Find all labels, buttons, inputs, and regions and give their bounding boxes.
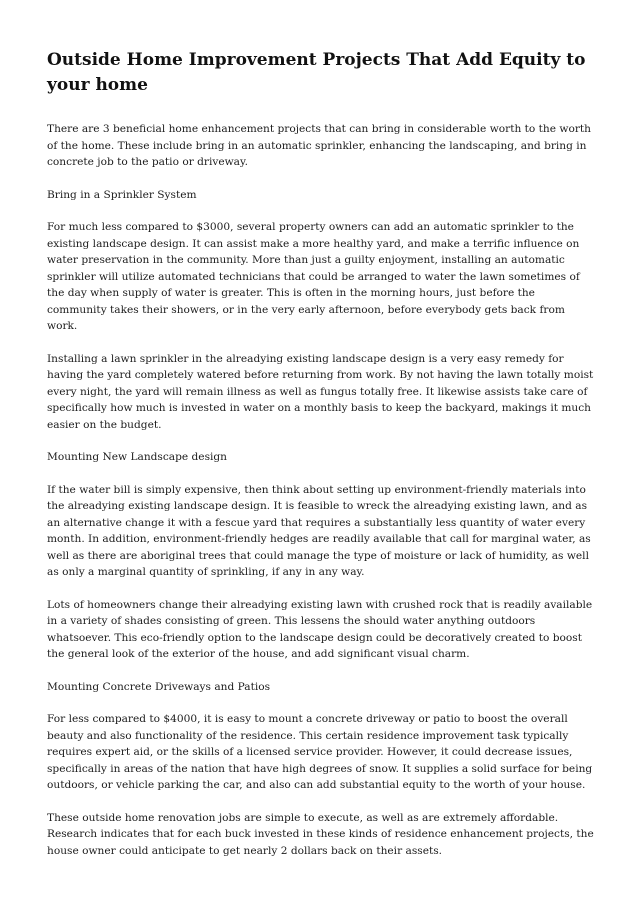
section-heading-concrete: Mounting Concrete Driveways and Patios: [47, 680, 271, 693]
section-heading-landscape: Mounting New Landscape design: [47, 451, 228, 463]
document-page: [47, 48, 595, 875]
sprinkler-paragraph-1: For much less compared to $3000, several property owners can add an automatic sprinkler to the existing landscape design. It can assist make a more healthy yard, and make a terrific influence on water preservation in the community. More than just a guilty enjoyment, installing an automatic sprinkler will utilize automated technicians that could be arranged to water the lawn sometimes of the day when supply of water is greater. This is often in the morning hours, just before the community takes their showers, or in the very early afternoon, before everybody gets back from work.: [47, 221, 580, 332]
closing-paragraph: These outside home renovation jobs are simple to execute, as well as are extremely affordable. Research indicates that for each buck invested in these kinds of residence enhancement projects, the house owner could anticipate to get nearly 2 dollars back on their assets.: [47, 811, 594, 857]
section-heading-sprinkler: Bring in a Sprinkler System: [47, 188, 197, 201]
landscape-paragraph-2: Lots of homeowners change their alreadying existing lawn with crushed rock that is readily available in a variety of shades consisting of green. This lessens the should water anything outdoors whatsoever. This eco-friendly option to the landscape design could be decoratively created to boost the general look of the exterior of the house, and add significant visual charm.: [47, 598, 593, 660]
document-title: Outside Home Improvement Projects That Add Equity to your home: [47, 50, 586, 95]
sprinkler-paragraph-2: Installing a lawn sprinkler in the alreadying existing landscape design is a very easy remedy for having the yard completely watered before returning from work. By not having the lawn totally moist every night, the yard will remain illness as well as fungus totally free. It likewise assists take care of specifically how much is invested in water on a monthly basis to keep the backyard, makings it much easier on the budget.: [47, 352, 594, 431]
concrete-paragraph-1: For less compared to $4000, it is easy to mount a concrete driveway or patio to boost the overall beauty and also functionality of the residence. This certain residence improvement task typically requires expert aid, or the skills of a licensed service provider. However, it could decrease issues, specifically in areas of the nation that have high degrees of snow. It supplies a solid surface for being outdoors, or vehicle parking the car, and also can add substantial equity to the worth of your house.: [47, 713, 593, 791]
intro-paragraph: There are 3 beneficial home enhancement projects that can bring in considerable worth to the worth of the home. These include bring in an automatic sprinkler, enhancing the landscaping, and bring in concrete job to the patio or driveway.: [47, 123, 591, 168]
landscape-paragraph-1: If the water bill is simply expensive, then think about setting up environment-friendly materials into the alreadying existing landscape design. It is feasible to wreck the alreadying existing lawn, and as an alternative change it with a fescue yard that requires a substantially less quantity of water every month. In addition, environment-friendly hedges are readily available that call for marginal water, as well as there are aboriginal trees that could manage the type of moisture or lack of humidity, as well as only a marginal quantity of sprinkling, if any in any way.: [47, 483, 591, 578]
